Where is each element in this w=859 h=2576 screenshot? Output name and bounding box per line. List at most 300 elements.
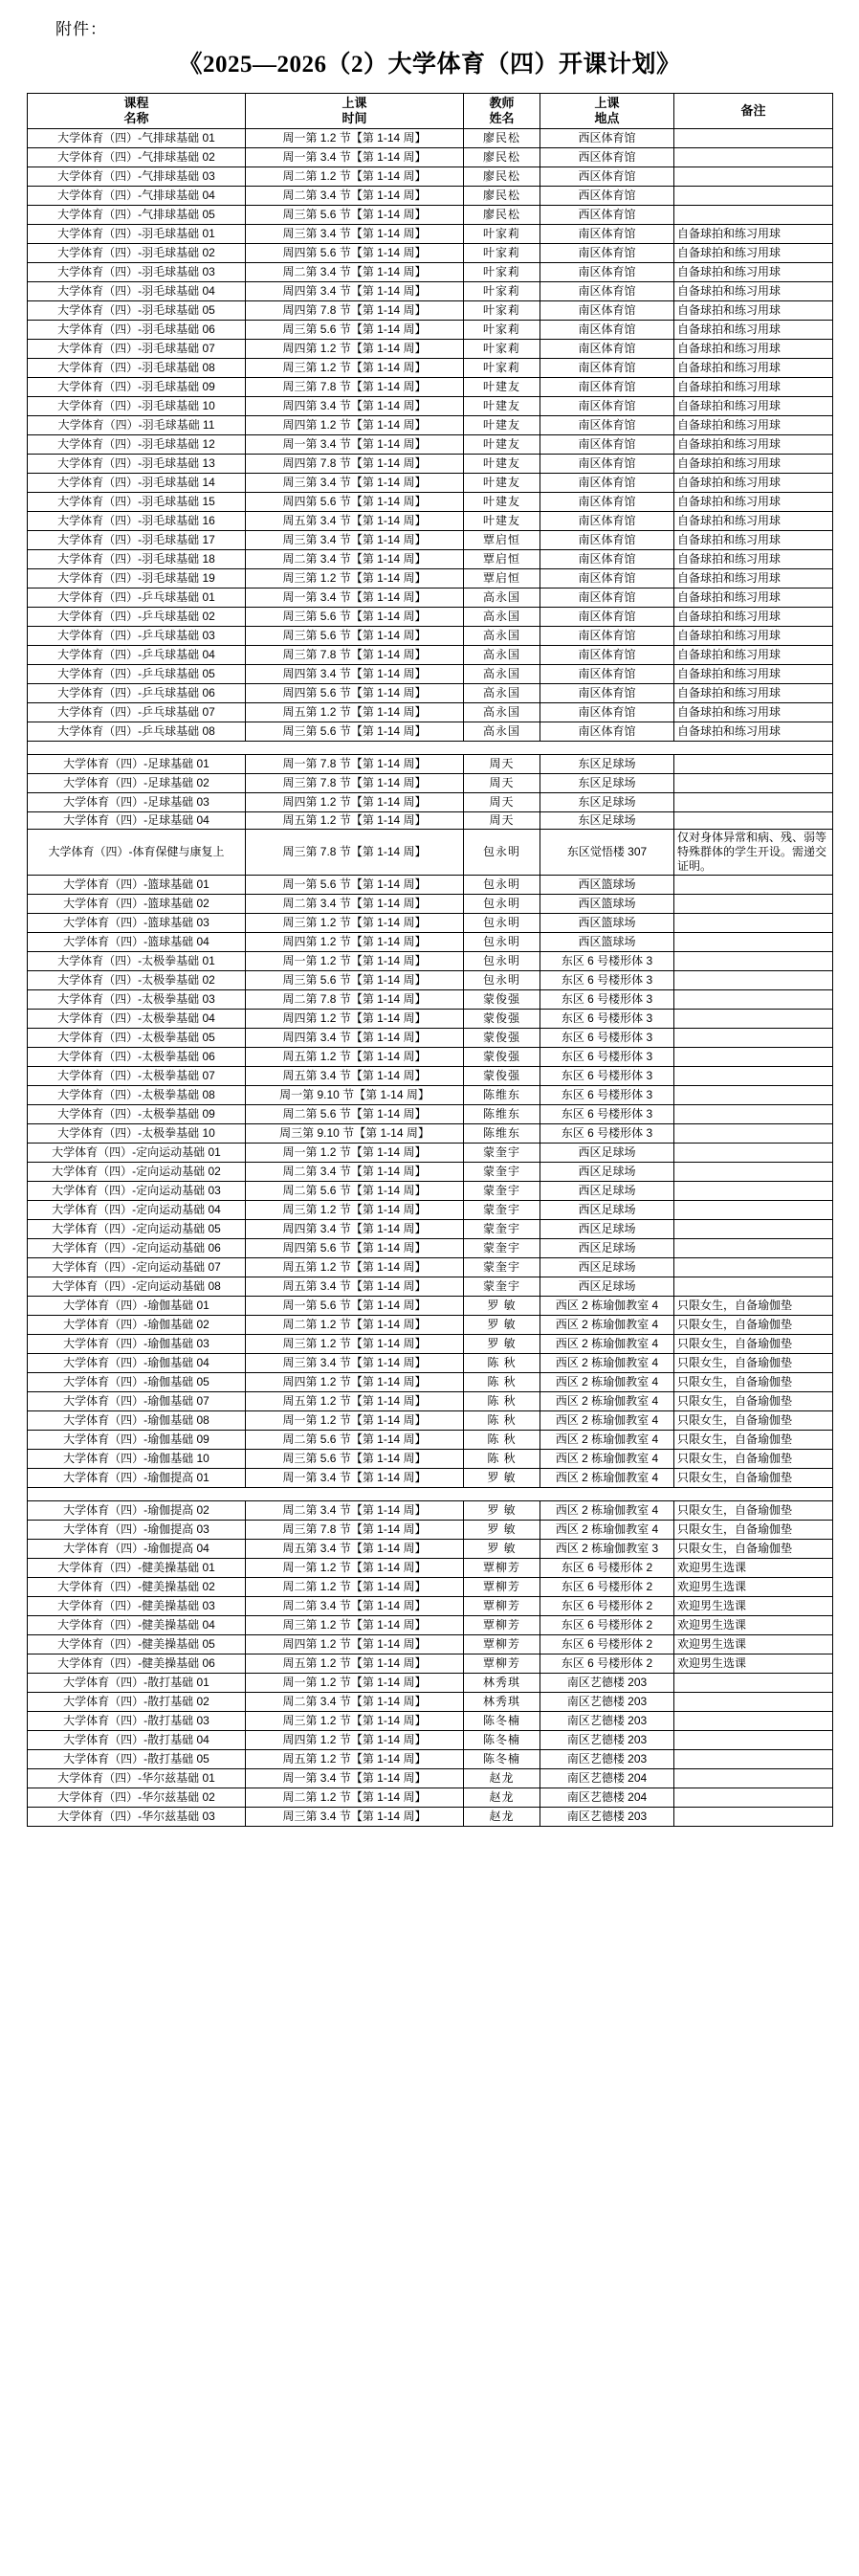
- table-row: [28, 1067, 833, 1086]
- table-row: [28, 1144, 833, 1163]
- cell-teacher-name: 蒙奎宇: [464, 1201, 540, 1220]
- cell-teacher-name: 叶家莉: [464, 282, 540, 301]
- table-row: [28, 321, 833, 340]
- cell-class-time: 周四第 3.4 节【第 1-14 周】: [246, 397, 464, 416]
- table-row: [28, 148, 833, 167]
- table-row: [28, 1521, 833, 1540]
- table-row: [28, 512, 833, 531]
- cell-class-time: 周四第 5.6 节【第 1-14 周】: [246, 1239, 464, 1258]
- cell-class-place: 南区体育馆: [540, 359, 674, 378]
- table-row: [28, 1431, 833, 1450]
- cell-class-time: 周五第 3.4 节【第 1-14 周】: [246, 512, 464, 531]
- cell-class-time: 周三第 3.4 节【第 1-14 周】: [246, 1808, 464, 1827]
- cell-course-name: 大学体育（四）-太极拳基础 10: [28, 1124, 246, 1144]
- table-row: [28, 1750, 833, 1769]
- cell-class-place: 南区体育馆: [540, 340, 674, 359]
- cell-remark: 自备球拍和练习用球: [674, 608, 833, 627]
- cell-class-place: 东区足球场: [540, 812, 674, 830]
- cell-class-place: 东区 6 号楼形体 3: [540, 971, 674, 990]
- cell-teacher-name: 罗 敏: [464, 1335, 540, 1354]
- cell-course-name: 大学体育（四）-定向运动基础 05: [28, 1220, 246, 1239]
- cell-remark: [674, 1239, 833, 1258]
- cell-class-place: 东区 6 号楼形体 3: [540, 1029, 674, 1048]
- cell-class-place: 南区体育馆: [540, 722, 674, 742]
- table-row: [28, 588, 833, 608]
- cell-class-place: 南区艺德楼 203: [540, 1731, 674, 1750]
- cell-teacher-name: 罗 敏: [464, 1501, 540, 1521]
- cell-course-name: 大学体育（四）-太极拳基础 04: [28, 1010, 246, 1029]
- cell-class-place: 东区 6 号楼形体 2: [540, 1635, 674, 1654]
- cell-class-time: 周五第 1.2 节【第 1-14 周】: [246, 1258, 464, 1277]
- cell-course-name: 大学体育（四）-乒乓球基础 05: [28, 665, 246, 684]
- cell-remark: [674, 167, 833, 187]
- table-row: [28, 167, 833, 187]
- table-group-gap-cell: [28, 1488, 833, 1501]
- cell-course-name: 大学体育（四）-瑜伽提高 02: [28, 1501, 246, 1521]
- cell-remark: [674, 755, 833, 774]
- cell-class-place: 西区体育馆: [540, 187, 674, 206]
- cell-remark: [674, 206, 833, 225]
- cell-class-time: 周四第 7.8 节【第 1-14 周】: [246, 455, 464, 474]
- cell-remark: [674, 1124, 833, 1144]
- table-row: [28, 722, 833, 742]
- cell-teacher-name: 陈 秋: [464, 1392, 540, 1411]
- cell-class-time: 周二第 5.6 节【第 1-14 周】: [246, 1105, 464, 1124]
- cell-class-time: 周三第 7.8 节【第 1-14 周】: [246, 830, 464, 876]
- column-header-teacher-name: [464, 94, 540, 129]
- cell-remark: 自备球拍和练习用球: [674, 263, 833, 282]
- cell-course-name: 大学体育（四）-气排球基础 02: [28, 148, 246, 167]
- cell-teacher-name: 陈冬楠: [464, 1750, 540, 1769]
- cell-class-place: 南区体育馆: [540, 665, 674, 684]
- cell-class-place: 西区 2 栋瑜伽教室 4: [540, 1316, 674, 1335]
- cell-teacher-name: 叶建友: [464, 474, 540, 493]
- cell-teacher-name: 廖民松: [464, 167, 540, 187]
- cell-course-name: 大学体育（四）-足球基础 04: [28, 812, 246, 830]
- cell-class-time: 周五第 1.2 节【第 1-14 周】: [246, 1392, 464, 1411]
- cell-class-time: 周四第 3.4 节【第 1-14 周】: [246, 1029, 464, 1048]
- cell-class-place: 南区体育馆: [540, 244, 674, 263]
- cell-course-name: 大学体育（四）-羽毛球基础 15: [28, 493, 246, 512]
- cell-teacher-name: 高永国: [464, 646, 540, 665]
- cell-remark: 自备球拍和练习用球: [674, 722, 833, 742]
- cell-remark: [674, 1769, 833, 1788]
- cell-remark: 自备球拍和练习用球: [674, 474, 833, 493]
- cell-class-time: 周三第 9.10 节【第 1-14 周】: [246, 1124, 464, 1144]
- cell-class-place: 南区体育馆: [540, 435, 674, 455]
- table-row: [28, 684, 833, 703]
- cell-class-time: 周四第 1.2 节【第 1-14 周】: [246, 1731, 464, 1750]
- cell-teacher-name: 叶家莉: [464, 359, 540, 378]
- table-row: [28, 244, 833, 263]
- cell-course-name: 大学体育（四）-健美操基础 01: [28, 1559, 246, 1578]
- cell-remark: [674, 774, 833, 793]
- cell-course-name: 大学体育（四）-定向运动基础 06: [28, 1239, 246, 1258]
- cell-class-time: 周三第 1.2 节【第 1-14 周】: [246, 1712, 464, 1731]
- table-row: [28, 1469, 833, 1488]
- header-line-1: 教师: [489, 95, 515, 110]
- table-row: [28, 550, 833, 569]
- table-row: [28, 1258, 833, 1277]
- cell-class-place: 东区 6 号楼形体 2: [540, 1616, 674, 1635]
- cell-class-time: 周一第 5.6 节【第 1-14 周】: [246, 876, 464, 895]
- cell-class-time: 周五第 1.2 节【第 1-14 周】: [246, 1048, 464, 1067]
- cell-teacher-name: 包永明: [464, 830, 540, 876]
- cell-teacher-name: 高永国: [464, 703, 540, 722]
- cell-remark: 欢迎男生选课: [674, 1616, 833, 1635]
- cell-course-name: 大学体育（四）-乒乓球基础 06: [28, 684, 246, 703]
- cell-teacher-name: 蒙奎宇: [464, 1220, 540, 1239]
- header-line-2: 地点: [594, 111, 620, 125]
- cell-teacher-name: 周天: [464, 774, 540, 793]
- cell-course-name: 大学体育（四）-篮球基础 02: [28, 895, 246, 914]
- cell-remark: 自备球拍和练习用球: [674, 340, 833, 359]
- table-row: [28, 646, 833, 665]
- cell-class-time: 周三第 7.8 节【第 1-14 周】: [246, 646, 464, 665]
- cell-class-place: 西区 2 栋瑜伽教室 4: [540, 1411, 674, 1431]
- table-row: [28, 665, 833, 684]
- table-row: [28, 1373, 833, 1392]
- cell-remark: 自备球拍和练习用球: [674, 359, 833, 378]
- cell-class-time: 周四第 1.2 节【第 1-14 周】: [246, 1373, 464, 1392]
- cell-teacher-name: 陈冬楠: [464, 1731, 540, 1750]
- table-row: [28, 1808, 833, 1827]
- cell-teacher-name: 叶家莉: [464, 321, 540, 340]
- cell-remark: 自备球拍和练习用球: [674, 646, 833, 665]
- table-row: [28, 1048, 833, 1067]
- cell-class-time: 周二第 1.2 节【第 1-14 周】: [246, 1788, 464, 1808]
- cell-teacher-name: 陈 秋: [464, 1354, 540, 1373]
- header-line-2: 时间: [341, 111, 367, 125]
- cell-teacher-name: 叶建友: [464, 435, 540, 455]
- cell-class-place: 南区体育馆: [540, 301, 674, 321]
- cell-course-name: 大学体育（四）-瑜伽基础 08: [28, 1411, 246, 1431]
- table-row: [28, 1674, 833, 1693]
- cell-class-place: 南区体育馆: [540, 703, 674, 722]
- cell-class-time: 周三第 1.2 节【第 1-14 周】: [246, 569, 464, 588]
- cell-class-time: 周四第 5.6 节【第 1-14 周】: [246, 244, 464, 263]
- cell-class-place: 东区足球场: [540, 793, 674, 812]
- cell-class-place: 南区体育馆: [540, 282, 674, 301]
- cell-remark: [674, 933, 833, 952]
- cell-remark: [674, 1693, 833, 1712]
- cell-teacher-name: 蒙俊强: [464, 1029, 540, 1048]
- cell-class-time: 周二第 3.4 节【第 1-14 周】: [246, 1501, 464, 1521]
- cell-remark: [674, 1220, 833, 1239]
- table-row: [28, 1277, 833, 1297]
- cell-class-time: 周四第 1.2 节【第 1-14 周】: [246, 340, 464, 359]
- cell-class-time: 周三第 1.2 节【第 1-14 周】: [246, 914, 464, 933]
- cell-class-time: 周二第 1.2 节【第 1-14 周】: [246, 167, 464, 187]
- cell-remark: [674, 1277, 833, 1297]
- cell-class-time: 周三第 1.2 节【第 1-14 周】: [246, 1335, 464, 1354]
- cell-class-time: 周五第 1.2 节【第 1-14 周】: [246, 1654, 464, 1674]
- table-row: [28, 1201, 833, 1220]
- cell-course-name: 大学体育（四）-太极拳基础 06: [28, 1048, 246, 1067]
- cell-class-place: 西区 2 栋瑜伽教室 4: [540, 1297, 674, 1316]
- cell-class-place: 南区体育馆: [540, 474, 674, 493]
- course-schedule-table: [27, 93, 833, 1827]
- cell-course-name: 大学体育（四）-羽毛球基础 10: [28, 397, 246, 416]
- cell-course-name: 大学体育（四）-乒乓球基础 01: [28, 588, 246, 608]
- cell-remark: 只限女生，自备瑜伽垫: [674, 1501, 833, 1521]
- cell-teacher-name: 覃柳芳: [464, 1578, 540, 1597]
- cell-class-time: 周三第 5.6 节【第 1-14 周】: [246, 971, 464, 990]
- cell-class-time: 周四第 1.2 节【第 1-14 周】: [246, 416, 464, 435]
- table-row: [28, 129, 833, 148]
- table-body: [28, 129, 833, 1827]
- header-line-1: 上课: [341, 95, 367, 110]
- cell-class-time: 周三第 7.8 节【第 1-14 周】: [246, 378, 464, 397]
- cell-class-time: 周二第 3.4 节【第 1-14 周】: [246, 550, 464, 569]
- cell-teacher-name: 蒙奎宇: [464, 1239, 540, 1258]
- cell-class-time: 周五第 3.4 节【第 1-14 周】: [246, 1540, 464, 1559]
- cell-remark: [674, 1712, 833, 1731]
- cell-teacher-name: 叶建友: [464, 512, 540, 531]
- cell-teacher-name: 周天: [464, 812, 540, 830]
- cell-class-place: 东区 6 号楼形体 3: [540, 1048, 674, 1067]
- table-row: [28, 774, 833, 793]
- cell-course-name: 大学体育（四）-瑜伽基础 05: [28, 1373, 246, 1392]
- cell-class-time: 周二第 3.4 节【第 1-14 周】: [246, 263, 464, 282]
- cell-teacher-name: 包永明: [464, 952, 540, 971]
- cell-teacher-name: 陈 秋: [464, 1411, 540, 1431]
- cell-class-time: 周三第 5.6 节【第 1-14 周】: [246, 627, 464, 646]
- cell-teacher-name: 覃柳芳: [464, 1635, 540, 1654]
- cell-class-time: 周二第 3.4 节【第 1-14 周】: [246, 895, 464, 914]
- cell-course-name: 大学体育（四）-体育保健与康复上: [28, 830, 246, 876]
- table-row: [28, 1578, 833, 1597]
- cell-remark: 自备球拍和练习用球: [674, 416, 833, 435]
- cell-class-place: 西区体育馆: [540, 206, 674, 225]
- cell-course-name: 大学体育（四）-瑜伽基础 09: [28, 1431, 246, 1450]
- table-row: [28, 1450, 833, 1469]
- cell-class-time: 周四第 5.6 节【第 1-14 周】: [246, 684, 464, 703]
- header-line-2: 名称: [123, 111, 149, 125]
- cell-class-place: 西区足球场: [540, 1258, 674, 1277]
- cell-class-time: 周三第 5.6 节【第 1-14 周】: [246, 1450, 464, 1469]
- cell-remark: 仅对身体异常和病、残、弱等特殊群体的学生开设。需递交证明。: [674, 830, 833, 876]
- table-row: [28, 812, 833, 830]
- cell-class-time: 周四第 3.4 节【第 1-14 周】: [246, 665, 464, 684]
- cell-class-time: 周一第 1.2 节【第 1-14 周】: [246, 1559, 464, 1578]
- cell-class-place: 南区体育馆: [540, 263, 674, 282]
- column-header-class-place: [540, 94, 674, 129]
- table-row: [28, 1239, 833, 1258]
- cell-teacher-name: 廖民松: [464, 206, 540, 225]
- cell-course-name: 大学体育（四）-瑜伽基础 03: [28, 1335, 246, 1354]
- cell-remark: 自备球拍和练习用球: [674, 244, 833, 263]
- cell-class-time: 周四第 1.2 节【第 1-14 周】: [246, 793, 464, 812]
- cell-class-time: 周二第 3.4 节【第 1-14 周】: [246, 1597, 464, 1616]
- cell-teacher-name: 叶家莉: [464, 301, 540, 321]
- table-row: [28, 1105, 833, 1124]
- cell-remark: [674, 1067, 833, 1086]
- cell-remark: 欢迎男生选课: [674, 1654, 833, 1674]
- table-row: [28, 1029, 833, 1048]
- cell-teacher-name: 周天: [464, 755, 540, 774]
- cell-remark: [674, 1010, 833, 1029]
- cell-class-place: 西区 2 栋瑜伽教室 4: [540, 1354, 674, 1373]
- cell-teacher-name: 高永国: [464, 588, 540, 608]
- cell-remark: 自备球拍和练习用球: [674, 627, 833, 646]
- cell-course-name: 大学体育（四）-定向运动基础 02: [28, 1163, 246, 1182]
- cell-class-place: 南区体育馆: [540, 321, 674, 340]
- cell-class-place: 南区艺德楼 203: [540, 1750, 674, 1769]
- cell-course-name: 大学体育（四）-乒乓球基础 07: [28, 703, 246, 722]
- table-row: [28, 971, 833, 990]
- table-row: [28, 876, 833, 895]
- cell-course-name: 大学体育（四）-羽毛球基础 04: [28, 282, 246, 301]
- cell-course-name: 大学体育（四）-羽毛球基础 08: [28, 359, 246, 378]
- cell-class-place: 南区体育馆: [540, 455, 674, 474]
- cell-class-place: 东区 6 号楼形体 3: [540, 1124, 674, 1144]
- cell-class-place: 南区艺德楼 204: [540, 1769, 674, 1788]
- table-row: [28, 1616, 833, 1635]
- cell-class-place: 南区体育馆: [540, 397, 674, 416]
- cell-teacher-name: 罗 敏: [464, 1297, 540, 1316]
- cell-teacher-name: 罗 敏: [464, 1469, 540, 1488]
- header-line-1: 备注: [740, 102, 766, 118]
- cell-class-place: 东区 6 号楼形体 3: [540, 1067, 674, 1086]
- cell-class-place: 东区 6 号楼形体 2: [540, 1578, 674, 1597]
- cell-class-place: 西区 2 栋瑜伽教室 4: [540, 1373, 674, 1392]
- cell-remark: [674, 1808, 833, 1827]
- cell-class-place: 西区足球场: [540, 1220, 674, 1239]
- cell-class-place: 西区 2 栋瑜伽教室 4: [540, 1501, 674, 1521]
- cell-teacher-name: 林秀琪: [464, 1674, 540, 1693]
- cell-teacher-name: 覃柳芳: [464, 1616, 540, 1635]
- cell-remark: [674, 1048, 833, 1067]
- cell-course-name: 大学体育（四）-羽毛球基础 16: [28, 512, 246, 531]
- cell-remark: [674, 1731, 833, 1750]
- table-row: [28, 569, 833, 588]
- cell-course-name: 大学体育（四）-定向运动基础 04: [28, 1201, 246, 1220]
- cell-course-name: 大学体育（四）-乒乓球基础 03: [28, 627, 246, 646]
- cell-teacher-name: 覃启恒: [464, 569, 540, 588]
- cell-remark: 只限女生，自备瑜伽垫: [674, 1373, 833, 1392]
- cell-teacher-name: 蒙奎宇: [464, 1258, 540, 1277]
- table-row: [28, 1635, 833, 1654]
- table-row: [28, 1769, 833, 1788]
- cell-class-time: 周一第 1.2 节【第 1-14 周】: [246, 952, 464, 971]
- table-row: [28, 1411, 833, 1431]
- cell-teacher-name: 覃启恒: [464, 550, 540, 569]
- cell-course-name: 大学体育（四）-定向运动基础 01: [28, 1144, 246, 1163]
- cell-remark: 自备球拍和练习用球: [674, 301, 833, 321]
- cell-class-time: 周三第 3.4 节【第 1-14 周】: [246, 1354, 464, 1373]
- cell-remark: 自备球拍和练习用球: [674, 703, 833, 722]
- cell-remark: 自备球拍和练习用球: [674, 397, 833, 416]
- table-row: [28, 1316, 833, 1335]
- table-row: [28, 1731, 833, 1750]
- cell-teacher-name: 廖民松: [464, 148, 540, 167]
- cell-remark: [674, 793, 833, 812]
- cell-remark: 欢迎男生选课: [674, 1597, 833, 1616]
- cell-class-place: 东区 6 号楼形体 2: [540, 1654, 674, 1674]
- cell-class-time: 周二第 1.2 节【第 1-14 周】: [246, 1578, 464, 1597]
- cell-teacher-name: 蒙俊强: [464, 990, 540, 1010]
- cell-teacher-name: 叶建友: [464, 493, 540, 512]
- cell-course-name: 大学体育（四）-健美操基础 05: [28, 1635, 246, 1654]
- cell-remark: 自备球拍和练习用球: [674, 225, 833, 244]
- table-group-gap: [28, 742, 833, 755]
- cell-course-name: 大学体育（四）-定向运动基础 08: [28, 1277, 246, 1297]
- table-row: [28, 397, 833, 416]
- cell-class-place: 南区体育馆: [540, 627, 674, 646]
- cell-course-name: 大学体育（四）-足球基础 02: [28, 774, 246, 793]
- cell-course-name: 大学体育（四）-太极拳基础 01: [28, 952, 246, 971]
- cell-class-place: 南区艺德楼 203: [540, 1674, 674, 1693]
- cell-course-name: 大学体育（四）-健美操基础 06: [28, 1654, 246, 1674]
- cell-teacher-name: 包永明: [464, 876, 540, 895]
- cell-class-time: 周四第 1.2 节【第 1-14 周】: [246, 933, 464, 952]
- cell-remark: [674, 895, 833, 914]
- cell-course-name: 大学体育（四）-气排球基础 05: [28, 206, 246, 225]
- cell-class-place: 西区 2 栋瑜伽教室 4: [540, 1450, 674, 1469]
- cell-teacher-name: 高永国: [464, 608, 540, 627]
- cell-course-name: 大学体育（四）-太极拳基础 03: [28, 990, 246, 1010]
- cell-course-name: 大学体育（四）-华尔兹基础 01: [28, 1769, 246, 1788]
- cell-class-time: 周三第 3.4 节【第 1-14 周】: [246, 225, 464, 244]
- cell-class-place: 东区 6 号楼形体 3: [540, 1086, 674, 1105]
- cell-class-place: 西区体育馆: [540, 129, 674, 148]
- table-row: [28, 1654, 833, 1674]
- cell-teacher-name: 陈冬楠: [464, 1712, 540, 1731]
- cell-course-name: 大学体育（四）-乒乓球基础 02: [28, 608, 246, 627]
- column-header-course-name: [28, 94, 246, 129]
- cell-class-place: 东区 6 号楼形体 2: [540, 1559, 674, 1578]
- table-row: [28, 1163, 833, 1182]
- cell-remark: 只限女生，自备瑜伽垫: [674, 1297, 833, 1316]
- cell-class-place: 西区 2 栋瑜伽教室 4: [540, 1431, 674, 1450]
- cell-remark: 自备球拍和练习用球: [674, 684, 833, 703]
- cell-course-name: 大学体育（四）-气排球基础 03: [28, 167, 246, 187]
- table-row: [28, 340, 833, 359]
- table-row: [28, 301, 833, 321]
- table-row: [28, 1335, 833, 1354]
- cell-class-time: 周三第 5.6 节【第 1-14 周】: [246, 608, 464, 627]
- cell-class-time: 周五第 1.2 节【第 1-14 周】: [246, 1750, 464, 1769]
- cell-remark: [674, 1788, 833, 1808]
- cell-course-name: 大学体育（四）-散打基础 03: [28, 1712, 246, 1731]
- table-row: [28, 378, 833, 397]
- cell-remark: [674, 952, 833, 971]
- cell-class-time: 周一第 1.2 节【第 1-14 周】: [246, 129, 464, 148]
- cell-teacher-name: 包永明: [464, 971, 540, 990]
- column-header-remark: [674, 94, 833, 129]
- cell-class-time: 周三第 1.2 节【第 1-14 周】: [246, 359, 464, 378]
- table-row: [28, 914, 833, 933]
- cell-course-name: 大学体育（四）-瑜伽提高 01: [28, 1469, 246, 1488]
- cell-remark: [674, 990, 833, 1010]
- table-row: [28, 1182, 833, 1201]
- cell-course-name: 大学体育（四）-乒乓球基础 08: [28, 722, 246, 742]
- cell-course-name: 大学体育（四）-散打基础 04: [28, 1731, 246, 1750]
- cell-remark: 欢迎男生选课: [674, 1635, 833, 1654]
- cell-teacher-name: 叶家莉: [464, 340, 540, 359]
- cell-class-place: 西区篮球场: [540, 895, 674, 914]
- cell-class-place: 西区 2 栋瑜伽教室 4: [540, 1392, 674, 1411]
- table-row: [28, 531, 833, 550]
- cell-remark: 自备球拍和练习用球: [674, 512, 833, 531]
- cell-course-name: 大学体育（四）-瑜伽提高 04: [28, 1540, 246, 1559]
- cell-remark: 自备球拍和练习用球: [674, 321, 833, 340]
- column-header-class-time: [246, 94, 464, 129]
- cell-course-name: 大学体育（四）-足球基础 01: [28, 755, 246, 774]
- cell-remark: [674, 1750, 833, 1769]
- cell-course-name: 大学体育（四）-羽毛球基础 01: [28, 225, 246, 244]
